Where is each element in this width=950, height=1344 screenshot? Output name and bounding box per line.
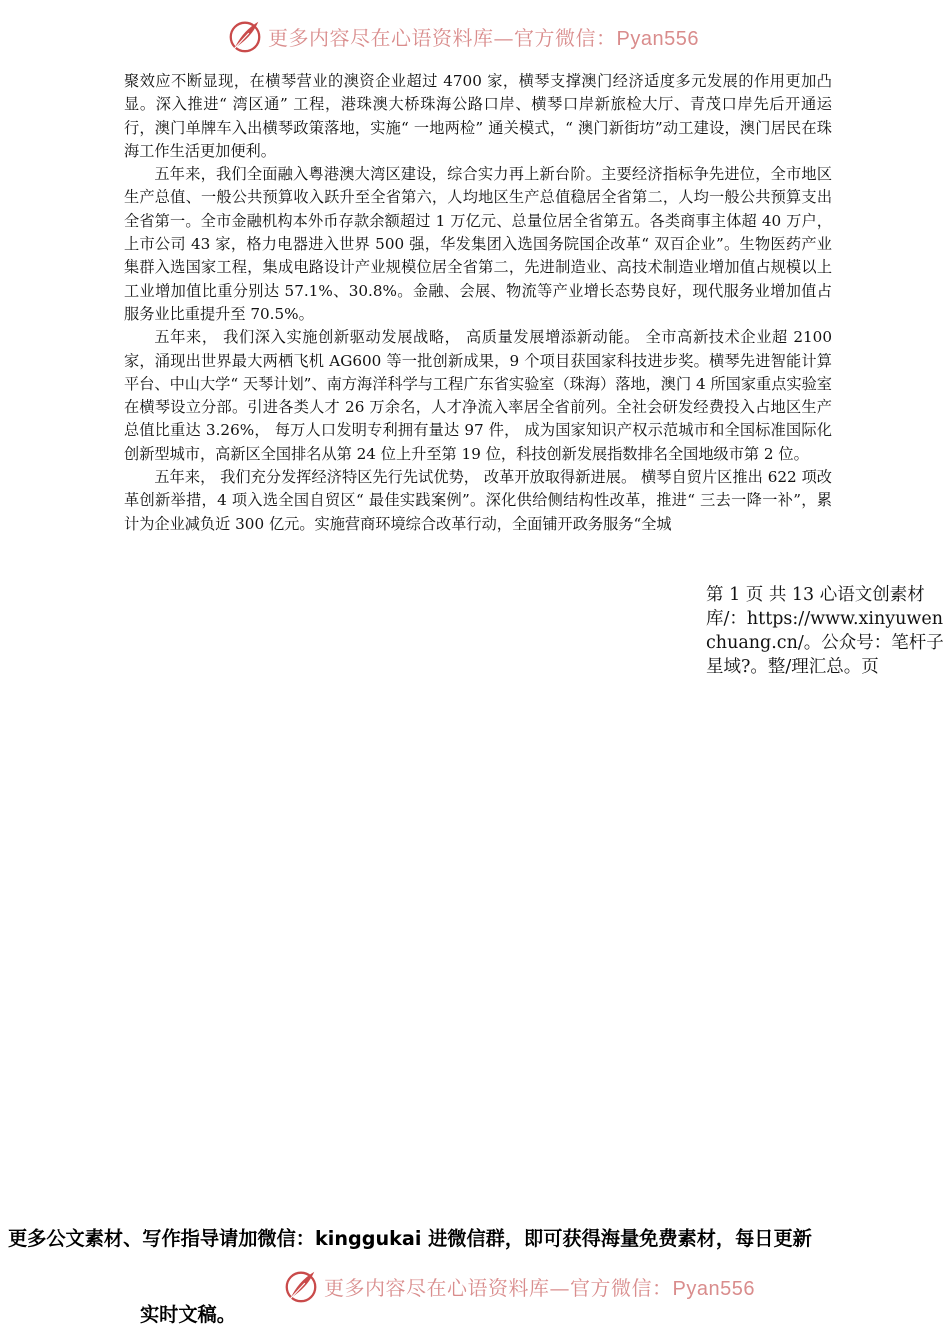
promo-text: 更多公文素材、写作指导请加微信：kinggukai 进微信群，即可获得海量免费素材，每日更新 [8,1227,812,1250]
feather-pen-logo-icon [226,17,264,55]
paragraph: 五年来， 我们充分发挥经济特区先行先试优势， 改革开放取得新进展。 横琴自贸片区推出 622 项改革创新举措，4 项入选全国自贸区“ 最佳实践案例”。深化供给侧结构性改革，推进“ 三去一降一补”，累计为企业减负近 300 亿元。实施营商环境综合改革行动，全面铺开政务服务“全城 [124,468,832,533]
paragraph: 五年来，我们全面融入粤港澳大湾区建设，综合实力再上新台阶。主要经济指标争先进位，全市地区生产总值、一般公共预算收入跃升至全省第六，人均地区生产总值稳居全省第二，人均一般公共预算支出全省第一。全市金融机构本外币存款余额超过 1 万亿元、总量位居全省第五。各类商事主体超 40 万户，上市公司 43 家，格力电器进入世界 500 强，华发集团入选国务院国企改革“ 双百企业”。生物医药产业集群入选国家工程，集成电路设计产业规模位居全省第二，先进制造业、高技术制造业增加值占规模以上工业增加值比重分别达 57.1%、30.8%。金融、会展、物流等产业增长态势良好，现代服务业增加值占服务业比重提升至 70.5%。 [124,165,832,323]
paragraph: 聚效应不断显现，在横琴营业的澳资企业超过 4700 家，横琴支撑澳门经济适度多元发展的作用更加凸显。深入推进“ 湾区通” 工程，港珠澳大桥珠海公路口岸、横琴口岸新旅检大厅、青茂口岸先后开通运行，澳门单牌车入出横琴政策落地，实施“ 一地两检” 通关模式，“ 澳门新街坊”动工建设，澳门居民在珠海工作生活更加便利。 [124,72,832,160]
paragraph: 五年来， 我们深入实施创新驱动发展战略， 高质量发展增添新动能。 全市高新技术企业超 2100 家，涌现出世界最大两栖飞机 AG600 等一批创新成果，9 个项目获国家科技进步奖。横琴先进智能计算平台、中山大学“ 天琴计划”、南方海洋科学与工程广东省实验室（珠海）落地，澳门 4 所国家重点实验室在横琴设立分部。引进各类人才 26 万余名，人才净流入率居全省前列。全社会研发经费投入占地区生产总值比重达 3.26%， 每万人口发明专利拥有量达 97 件， 成为国家知识产权示范城市和全国标准国际化创新型城市，高新区全国排名从第 24 位上升至第 19 位，科技创新发展指数排名全国地级市第 2 位。 [124,328,832,463]
header-banner [226,16,699,56]
feather-pen-logo-icon [282,1267,320,1305]
banner-text: 更多内容尽在心语资料库—官方微信：Pyan556 [324,1275,755,1300]
document-body [124,70,832,536]
promo-text-continued: 实时文稿。 [140,1303,236,1326]
banner-text: 更多内容尽在心语资料库—官方微信：Pyan556 [268,25,699,50]
page-footer-note: 第 1 页 共 13 心语文创素材库/：https://www.xinyuwenchuang.cn/。公众号：笔杆子星域?。整/理汇总。页 [706,585,944,677]
banner-wechat-id: Pyan556 [672,1277,755,1300]
footer-banner [282,1266,755,1306]
banner-wechat-id: Pyan556 [616,27,699,50]
